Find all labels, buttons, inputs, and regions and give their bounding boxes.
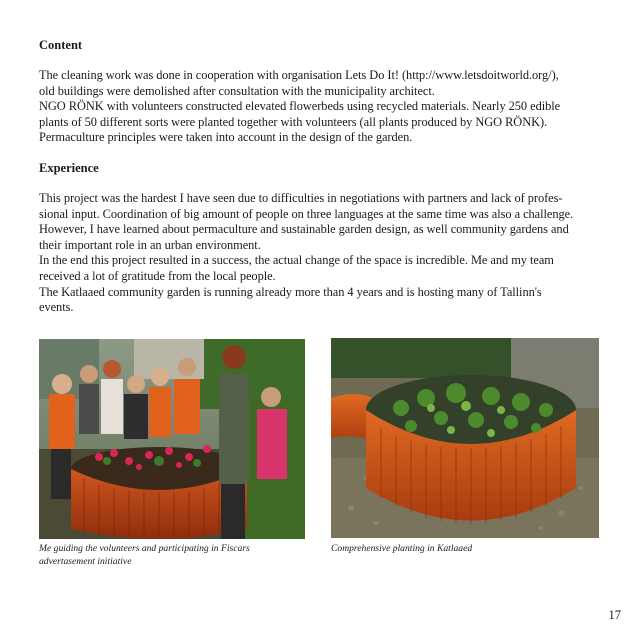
left-photo-caption xyxy=(39,543,309,568)
caption-line: Me guiding the volunteers and participating in Fiscars xyxy=(39,543,250,554)
text-line: sional input. Coordination of big amount of people on three languages at the same time was also a challenge. xyxy=(39,206,574,221)
text-line: events. xyxy=(39,300,74,315)
photo-circular-flowerbed xyxy=(331,338,599,538)
right-photo-caption: Comprehensive planting in Katlaaed xyxy=(331,543,473,554)
experience-heading: Experience xyxy=(39,161,99,175)
text-line: old buildings were demolished after consultation with the municipality architect. xyxy=(39,83,435,98)
text-line: In the end this project resulted in a success, the actual change of the space is incredible. Me and my team xyxy=(39,253,554,268)
text-line: This project was the hardest I have seen due to difficulties in negotiations with partners and lack of profes- xyxy=(39,191,563,205)
text-line: NGO RÖNK with volunteers constructed elevated flowerbeds using recycled materials. Nearly 250 edible xyxy=(39,99,561,114)
text-line: plants of 50 different sorts were planted together with volunteers (all plants produced by NGO RÖNK). xyxy=(39,114,548,129)
experience-paragraph xyxy=(39,191,611,316)
text-line: The cleaning work was done in cooperation with organisation Lets Do It! (http://www.letsdoitworld.org/), xyxy=(39,68,559,82)
text-line: received a lot of gratitude from the local people. xyxy=(39,268,276,283)
content-heading: Content xyxy=(39,38,83,52)
text-line: Permaculture principles were taken into account in the design of the garden. xyxy=(39,130,413,145)
content-paragraph xyxy=(39,68,611,146)
text-line: However, I have learned about permaculture and sustainable garden design, as well community gardens and xyxy=(39,222,569,237)
caption-line: advertasement initiative xyxy=(39,555,132,567)
photo-flowerbed-illustration xyxy=(331,338,599,538)
photo-volunteers-illustration xyxy=(39,339,305,539)
page-number: 17 xyxy=(608,608,621,622)
text-line: their important role in an urban environment. xyxy=(39,237,261,252)
text-line: The Katlaaed community garden is running already more than 4 years and is hosting many of Tallinn's xyxy=(39,284,542,299)
photo-volunteers-planting xyxy=(39,339,305,539)
